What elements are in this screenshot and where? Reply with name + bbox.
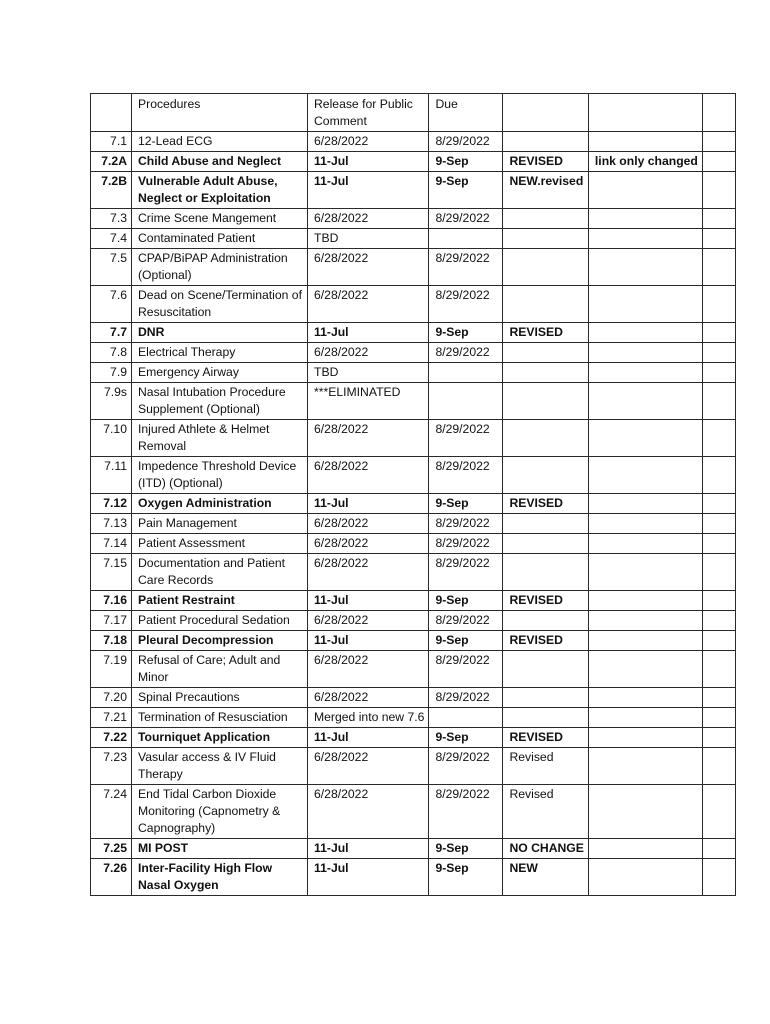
table-row	[91, 209, 736, 229]
extra-cell	[702, 209, 735, 229]
status-cell: REVISED	[503, 728, 588, 748]
status-cell	[503, 132, 588, 152]
table-row	[91, 748, 736, 785]
extra-cell	[702, 249, 735, 286]
status-cell	[503, 286, 588, 323]
release-date: 11-Jul	[308, 591, 429, 611]
procedure-number: 7.24	[91, 785, 132, 839]
due-date	[429, 708, 503, 728]
due-date	[429, 229, 503, 249]
procedure-name: Termination of Resusciation	[132, 708, 308, 728]
header-release: Release for Public Comment	[308, 94, 429, 132]
release-date: 6/28/2022	[308, 249, 429, 286]
table-row	[91, 420, 736, 457]
release-date: 6/28/2022	[308, 534, 429, 554]
extra-cell	[702, 611, 735, 631]
due-date: 8/29/2022	[429, 457, 503, 494]
note-cell	[588, 554, 702, 591]
procedure-number: 7.10	[91, 420, 132, 457]
table-row	[91, 611, 736, 631]
extra-cell	[702, 651, 735, 688]
status-cell: REVISED	[503, 591, 588, 611]
procedure-number: 7.2B	[91, 172, 132, 209]
due-date: 9-Sep	[429, 839, 503, 859]
note-cell	[588, 286, 702, 323]
procedure-name: Vulnerable Adult Abuse, Neglect or Exploitation	[132, 172, 308, 209]
note-cell	[588, 631, 702, 651]
release-date: Merged into new 7.6	[308, 708, 429, 728]
procedure-number: 7.13	[91, 514, 132, 534]
table-row	[91, 514, 736, 534]
note-cell	[588, 611, 702, 631]
note-cell	[588, 591, 702, 611]
table-row	[91, 249, 736, 286]
release-date: 11-Jul	[308, 494, 429, 514]
extra-cell	[702, 748, 735, 785]
extra-cell	[702, 708, 735, 728]
due-date: 8/29/2022	[429, 420, 503, 457]
status-cell	[503, 383, 588, 420]
procedure-name: 12-Lead ECG	[132, 132, 308, 152]
procedure-name: Electrical Therapy	[132, 343, 308, 363]
procedure-name: Vasular access & IV Fluid Therapy	[132, 748, 308, 785]
extra-cell	[702, 728, 735, 748]
due-date: 8/29/2022	[429, 651, 503, 688]
extra-cell	[702, 172, 735, 209]
header-note	[588, 94, 702, 132]
procedure-name: DNR	[132, 323, 308, 343]
table-row	[91, 457, 736, 494]
note-cell	[588, 249, 702, 286]
procedure-number: 7.11	[91, 457, 132, 494]
due-date: 8/29/2022	[429, 132, 503, 152]
procedure-name: Child Abuse and Neglect	[132, 152, 308, 172]
procedure-number: 7.22	[91, 728, 132, 748]
status-cell	[503, 343, 588, 363]
due-date	[429, 383, 503, 420]
table-row	[91, 132, 736, 152]
status-cell	[503, 249, 588, 286]
table-row	[91, 363, 736, 383]
procedure-name: MI POST	[132, 839, 308, 859]
status-cell: REVISED	[503, 323, 588, 343]
release-date: 6/28/2022	[308, 554, 429, 591]
procedure-number: 7.15	[91, 554, 132, 591]
due-date: 9-Sep	[429, 172, 503, 209]
status-cell	[503, 457, 588, 494]
table-row	[91, 631, 736, 651]
extra-cell	[702, 688, 735, 708]
procedure-name: Patient Restraint	[132, 591, 308, 611]
note-cell	[588, 859, 702, 896]
due-date: 9-Sep	[429, 494, 503, 514]
procedure-number: 7.19	[91, 651, 132, 688]
procedure-number: 7.1	[91, 132, 132, 152]
status-cell: REVISED	[503, 152, 588, 172]
release-date: 6/28/2022	[308, 748, 429, 785]
table-row	[91, 172, 736, 209]
note-cell	[588, 323, 702, 343]
table-row	[91, 534, 736, 554]
extra-cell	[702, 785, 735, 839]
procedure-name: Oxygen Administration	[132, 494, 308, 514]
extra-cell	[702, 229, 735, 249]
procedure-number: 7.3	[91, 209, 132, 229]
status-cell: NEW	[503, 859, 588, 896]
due-date: 8/29/2022	[429, 343, 503, 363]
procedure-name: Crime Scene Mangement	[132, 209, 308, 229]
header-due: Due	[429, 94, 503, 132]
release-date: 11-Jul	[308, 172, 429, 209]
release-date: TBD	[308, 363, 429, 383]
status-cell: NEW.revised	[503, 172, 588, 209]
release-date: 11-Jul	[308, 728, 429, 748]
note-cell	[588, 363, 702, 383]
procedure-name: CPAP/BiPAP Administration (Optional)	[132, 249, 308, 286]
release-date: 6/28/2022	[308, 514, 429, 534]
note-cell	[588, 494, 702, 514]
release-date: 11-Jul	[308, 839, 429, 859]
due-date: 9-Sep	[429, 728, 503, 748]
note-cell	[588, 209, 702, 229]
extra-cell	[702, 534, 735, 554]
extra-cell	[702, 631, 735, 651]
note-cell	[588, 748, 702, 785]
release-date: TBD	[308, 229, 429, 249]
status-cell	[503, 534, 588, 554]
table-row	[91, 494, 736, 514]
status-cell	[503, 688, 588, 708]
due-date: 9-Sep	[429, 859, 503, 896]
extra-cell	[702, 859, 735, 896]
release-date: 6/28/2022	[308, 688, 429, 708]
procedure-number: 7.4	[91, 229, 132, 249]
status-cell: REVISED	[503, 494, 588, 514]
header-row	[91, 94, 736, 132]
extra-cell	[702, 383, 735, 420]
due-date: 9-Sep	[429, 591, 503, 611]
extra-cell	[702, 591, 735, 611]
extra-cell	[702, 343, 735, 363]
due-date	[429, 363, 503, 383]
due-date: 9-Sep	[429, 631, 503, 651]
due-date: 8/29/2022	[429, 785, 503, 839]
note-cell	[588, 383, 702, 420]
status-cell	[503, 514, 588, 534]
status-cell	[503, 229, 588, 249]
header-extra	[702, 94, 735, 132]
procedure-number: 7.17	[91, 611, 132, 631]
table-row	[91, 839, 736, 859]
status-cell: Revised	[503, 785, 588, 839]
extra-cell	[702, 323, 735, 343]
procedure-number: 7.2A	[91, 152, 132, 172]
status-cell: NO CHANGE	[503, 839, 588, 859]
procedure-name: Documentation and Patient Care Records	[132, 554, 308, 591]
extra-cell	[702, 457, 735, 494]
procedure-number: 7.7	[91, 323, 132, 343]
procedure-name: Dead on Scene/Termination of Resuscitation	[132, 286, 308, 323]
extra-cell	[702, 494, 735, 514]
release-date: 11-Jul	[308, 152, 429, 172]
procedure-number: 7.25	[91, 839, 132, 859]
status-cell	[503, 554, 588, 591]
schedule-body	[91, 94, 736, 896]
procedure-name: End Tidal Carbon Dioxide Monitoring (Capnometry & Capnography)	[132, 785, 308, 839]
extra-cell	[702, 839, 735, 859]
release-date: 6/28/2022	[308, 286, 429, 323]
procedure-number: 7.20	[91, 688, 132, 708]
extra-cell	[702, 152, 735, 172]
note-cell: link only changed	[588, 152, 702, 172]
table-row	[91, 708, 736, 728]
release-date: 6/28/2022	[308, 611, 429, 631]
procedure-number: 7.21	[91, 708, 132, 728]
table-row	[91, 323, 736, 343]
extra-cell	[702, 514, 735, 534]
note-cell	[588, 688, 702, 708]
header-procedures: Procedures	[132, 94, 308, 132]
due-date: 8/29/2022	[429, 688, 503, 708]
table-row	[91, 554, 736, 591]
procedure-number: 7.5	[91, 249, 132, 286]
procedure-name: Pain Management	[132, 514, 308, 534]
release-date: 6/28/2022	[308, 457, 429, 494]
status-cell	[503, 611, 588, 631]
extra-cell	[702, 363, 735, 383]
note-cell	[588, 785, 702, 839]
due-date: 8/29/2022	[429, 611, 503, 631]
procedure-name: Tourniquet Application	[132, 728, 308, 748]
procedure-name: Inter-Facility High Flow Nasal Oxygen	[132, 859, 308, 896]
release-date: 11-Jul	[308, 859, 429, 896]
procedure-name: Spinal Precautions	[132, 688, 308, 708]
note-cell	[588, 839, 702, 859]
extra-cell	[702, 286, 735, 323]
procedure-number: 7.6	[91, 286, 132, 323]
note-cell	[588, 343, 702, 363]
note-cell	[588, 728, 702, 748]
table-row	[91, 859, 736, 896]
status-cell	[503, 651, 588, 688]
due-date: 8/29/2022	[429, 209, 503, 229]
note-cell	[588, 457, 702, 494]
due-date: 9-Sep	[429, 323, 503, 343]
release-date: 6/28/2022	[308, 343, 429, 363]
extra-cell	[702, 132, 735, 152]
procedure-name: Patient Assessment	[132, 534, 308, 554]
note-cell	[588, 420, 702, 457]
table-row	[91, 383, 736, 420]
procedure-number: 7.9s	[91, 383, 132, 420]
table-row	[91, 343, 736, 363]
due-date: 8/29/2022	[429, 554, 503, 591]
due-date: 8/29/2022	[429, 514, 503, 534]
procedure-number: 7.9	[91, 363, 132, 383]
procedure-name: Refusal of Care; Adult and Minor	[132, 651, 308, 688]
table-row	[91, 591, 736, 611]
header-number	[91, 94, 132, 132]
due-date: 8/29/2022	[429, 249, 503, 286]
procedure-number: 7.18	[91, 631, 132, 651]
release-date: 6/28/2022	[308, 132, 429, 152]
release-date: 11-Jul	[308, 323, 429, 343]
procedure-name: Pleural Decompression	[132, 631, 308, 651]
table-row	[91, 728, 736, 748]
release-date: 6/28/2022	[308, 651, 429, 688]
procedure-number: 7.8	[91, 343, 132, 363]
note-cell	[588, 229, 702, 249]
release-date: 6/28/2022	[308, 420, 429, 457]
procedure-name: Impedence Threshold Device (ITD) (Optional)	[132, 457, 308, 494]
procedure-number: 7.23	[91, 748, 132, 785]
status-cell	[503, 420, 588, 457]
table-row	[91, 651, 736, 688]
procedure-name: Emergency Airway	[132, 363, 308, 383]
procedure-name: Contaminated Patient	[132, 229, 308, 249]
extra-cell	[702, 420, 735, 457]
procedure-name: Nasal Intubation Procedure Supplement (Optional)	[132, 383, 308, 420]
procedure-number: 7.12	[91, 494, 132, 514]
procedure-number: 7.14	[91, 534, 132, 554]
header-status	[503, 94, 588, 132]
table-row	[91, 688, 736, 708]
due-date: 8/29/2022	[429, 286, 503, 323]
release-date: 6/28/2022	[308, 785, 429, 839]
table-row	[91, 152, 736, 172]
procedure-number: 7.26	[91, 859, 132, 896]
procedure-schedule-table	[90, 93, 736, 896]
note-cell	[588, 708, 702, 728]
table-row	[91, 286, 736, 323]
procedure-name: Injured Athlete & Helmet Removal	[132, 420, 308, 457]
table-row	[91, 229, 736, 249]
procedure-number: 7.16	[91, 591, 132, 611]
status-cell: REVISED	[503, 631, 588, 651]
note-cell	[588, 132, 702, 152]
note-cell	[588, 172, 702, 209]
status-cell	[503, 708, 588, 728]
status-cell	[503, 209, 588, 229]
due-date: 8/29/2022	[429, 534, 503, 554]
table-row	[91, 785, 736, 839]
release-date: ***ELIMINATED	[308, 383, 429, 420]
note-cell	[588, 514, 702, 534]
procedure-name: Patient Procedural Sedation	[132, 611, 308, 631]
release-date: 6/28/2022	[308, 209, 429, 229]
due-date: 8/29/2022	[429, 748, 503, 785]
status-cell	[503, 363, 588, 383]
note-cell	[588, 651, 702, 688]
release-date: 11-Jul	[308, 631, 429, 651]
due-date: 9-Sep	[429, 152, 503, 172]
status-cell: Revised	[503, 748, 588, 785]
extra-cell	[702, 554, 735, 591]
note-cell	[588, 534, 702, 554]
